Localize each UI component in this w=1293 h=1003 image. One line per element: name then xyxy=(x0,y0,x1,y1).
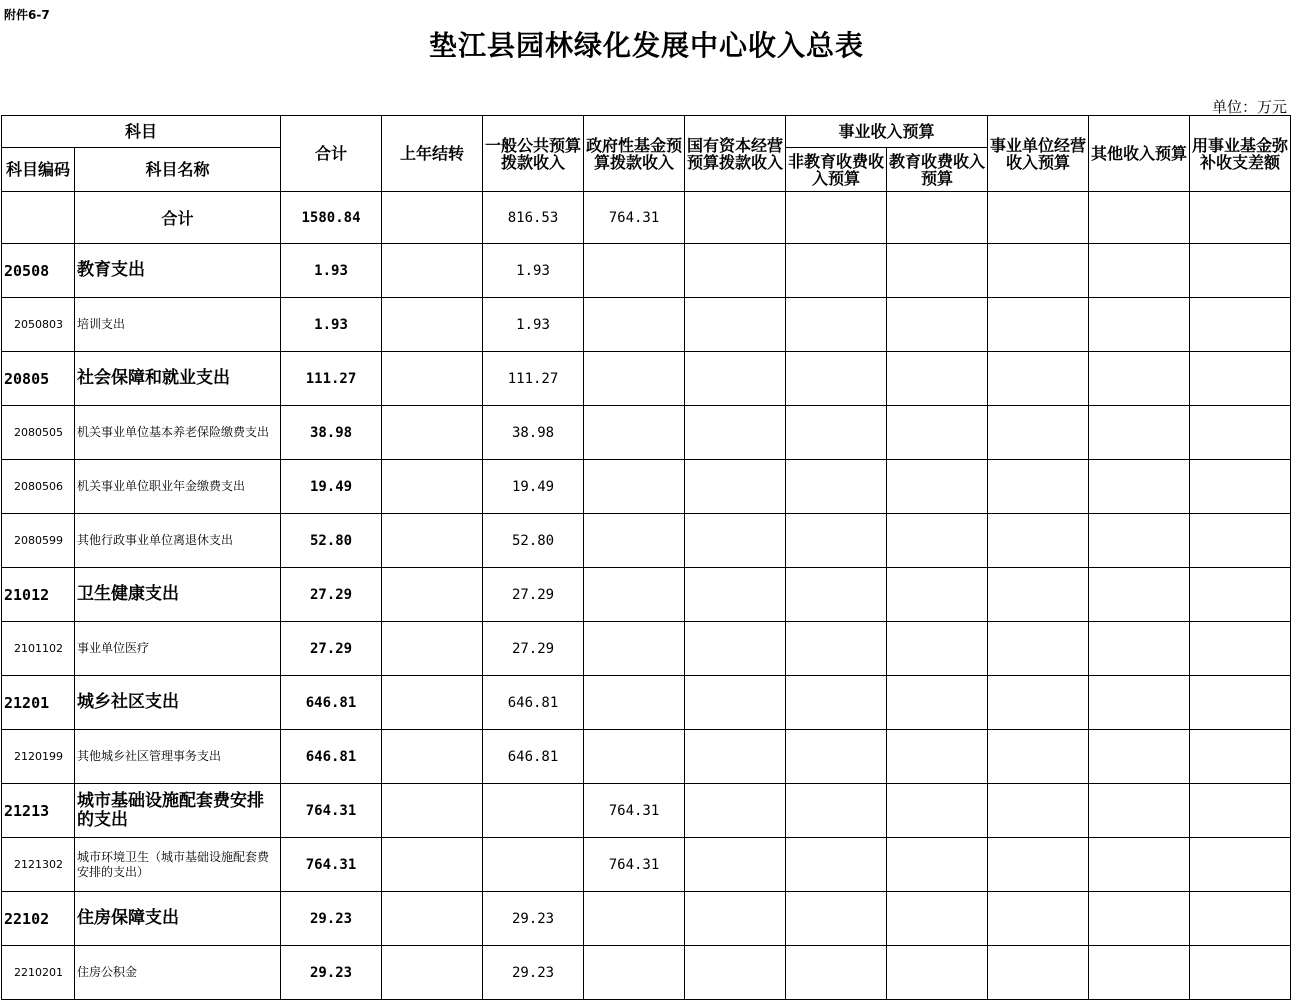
cell-carryover xyxy=(382,352,483,406)
cell-noneducation xyxy=(786,676,887,730)
cell-unitbiz xyxy=(988,730,1089,784)
cell-fundgap xyxy=(1190,298,1291,352)
header-subject: 科目 xyxy=(2,116,281,148)
cell-other xyxy=(1089,514,1190,568)
cell-unitbiz xyxy=(988,838,1089,892)
cell-govfund xyxy=(584,892,685,946)
cell-fundgap xyxy=(1190,514,1291,568)
cell-stateasset xyxy=(685,514,786,568)
subject-code: 2210201 xyxy=(2,946,75,1000)
cell-total: 1580.84 xyxy=(281,192,382,244)
page-title: 垫江县园林绿化发展中心收入总表 xyxy=(428,29,864,62)
cell-other xyxy=(1089,892,1190,946)
cell-govfund xyxy=(584,514,685,568)
table-row xyxy=(2,676,1291,730)
cell-other xyxy=(1089,406,1190,460)
cell-fundgap xyxy=(1190,622,1291,676)
cell-stateasset xyxy=(685,784,786,838)
table-row xyxy=(2,514,1291,568)
subject-name: 城市环境卫生（城市基础设施配套费安排的支出） xyxy=(75,838,281,892)
cell-other xyxy=(1089,838,1190,892)
cell-unitbiz xyxy=(988,352,1089,406)
subject-name: 城乡社区支出 xyxy=(75,676,281,730)
cell-education xyxy=(887,676,988,730)
cell-education xyxy=(887,946,988,1000)
cell-general: 111.27 xyxy=(483,352,584,406)
header-total: 合计 xyxy=(281,116,382,192)
cell-stateasset xyxy=(685,406,786,460)
cell-govfund: 764.31 xyxy=(584,192,685,244)
subject-code xyxy=(2,192,75,244)
cell-education xyxy=(887,514,988,568)
cell-noneducation xyxy=(786,946,887,1000)
cell-education xyxy=(887,352,988,406)
cell-govfund xyxy=(584,730,685,784)
cell-noneducation xyxy=(786,838,887,892)
cell-other xyxy=(1089,352,1190,406)
header-business-income: 事业收入预算 xyxy=(786,116,988,148)
cell-fundgap xyxy=(1190,192,1291,244)
cell-noneducation xyxy=(786,784,887,838)
table-row xyxy=(2,244,1291,298)
cell-noneducation xyxy=(786,730,887,784)
header-state-capital: 国有资本经营预算拨款收入 xyxy=(685,116,786,192)
cell-unitbiz xyxy=(988,406,1089,460)
subject-code: 2050803 xyxy=(2,298,75,352)
income-summary-table xyxy=(1,115,1291,1000)
cell-general: 646.81 xyxy=(483,676,584,730)
subject-code: 21201 xyxy=(2,676,75,730)
cell-fundgap xyxy=(1190,784,1291,838)
table-row xyxy=(2,946,1291,1000)
cell-total: 1.93 xyxy=(281,298,382,352)
cell-unitbiz xyxy=(988,568,1089,622)
cell-total: 27.29 xyxy=(281,568,382,622)
table-row xyxy=(2,838,1291,892)
cell-fundgap xyxy=(1190,676,1291,730)
subject-code: 2080599 xyxy=(2,514,75,568)
cell-fundgap xyxy=(1190,892,1291,946)
table-row xyxy=(2,298,1291,352)
cell-govfund: 764.31 xyxy=(584,838,685,892)
subject-name: 教育支出 xyxy=(75,244,281,298)
subject-name: 住房保障支出 xyxy=(75,892,281,946)
cell-carryover xyxy=(382,460,483,514)
subject-name: 其他城乡社区管理事务支出 xyxy=(75,730,281,784)
cell-carryover xyxy=(382,892,483,946)
cell-total: 764.31 xyxy=(281,784,382,838)
cell-total: 764.31 xyxy=(281,838,382,892)
cell-other xyxy=(1089,192,1190,244)
subject-code: 22102 xyxy=(2,892,75,946)
cell-general: 29.23 xyxy=(483,946,584,1000)
cell-total: 646.81 xyxy=(281,730,382,784)
cell-unitbiz xyxy=(988,892,1089,946)
cell-education xyxy=(887,784,988,838)
cell-general: 1.93 xyxy=(483,298,584,352)
subject-name: 城市基础设施配套费安排的支出 xyxy=(75,784,281,838)
cell-fundgap xyxy=(1190,838,1291,892)
cell-carryover xyxy=(382,838,483,892)
cell-govfund: 764.31 xyxy=(584,784,685,838)
attachment-label: 附件6-7 xyxy=(4,8,50,22)
cell-stateasset xyxy=(685,192,786,244)
header-other-income: 其他收入预算 xyxy=(1089,116,1190,192)
cell-education xyxy=(887,298,988,352)
subject-code: 2080506 xyxy=(2,460,75,514)
table-row xyxy=(2,352,1291,406)
cell-govfund xyxy=(584,676,685,730)
cell-noneducation xyxy=(786,514,887,568)
cell-noneducation xyxy=(786,406,887,460)
cell-unitbiz xyxy=(988,946,1089,1000)
cell-fundgap xyxy=(1190,568,1291,622)
cell-fundgap xyxy=(1190,352,1291,406)
cell-noneducation xyxy=(786,352,887,406)
cell-total: 1.93 xyxy=(281,244,382,298)
cell-stateasset xyxy=(685,892,786,946)
cell-noneducation xyxy=(786,460,887,514)
subject-name: 机关事业单位职业年金缴费支出 xyxy=(75,460,281,514)
cell-other xyxy=(1089,298,1190,352)
cell-other xyxy=(1089,784,1190,838)
cell-other xyxy=(1089,676,1190,730)
cell-govfund xyxy=(584,406,685,460)
cell-other xyxy=(1089,622,1190,676)
cell-general: 38.98 xyxy=(483,406,584,460)
subject-code: 21012 xyxy=(2,568,75,622)
subject-code: 21213 xyxy=(2,784,75,838)
cell-education xyxy=(887,460,988,514)
cell-stateasset xyxy=(685,244,786,298)
total-row xyxy=(2,192,1291,244)
header-education-fee: 教育收费收入预算 xyxy=(887,148,988,192)
cell-stateasset xyxy=(685,676,786,730)
cell-fundgap xyxy=(1190,406,1291,460)
cell-general: 29.23 xyxy=(483,892,584,946)
cell-total: 29.23 xyxy=(281,946,382,1000)
cell-carryover xyxy=(382,676,483,730)
cell-stateasset xyxy=(685,730,786,784)
cell-general: 1.93 xyxy=(483,244,584,298)
cell-general: 19.49 xyxy=(483,460,584,514)
header-non-education-fee: 非教育收费收入预算 xyxy=(786,148,887,192)
subject-code: 2080505 xyxy=(2,406,75,460)
cell-fundgap xyxy=(1190,730,1291,784)
cell-carryover xyxy=(382,622,483,676)
cell-fundgap xyxy=(1190,946,1291,1000)
cell-stateasset xyxy=(685,622,786,676)
cell-general xyxy=(483,838,584,892)
cell-stateasset xyxy=(685,946,786,1000)
cell-noneducation xyxy=(786,192,887,244)
cell-general: 27.29 xyxy=(483,622,584,676)
cell-education xyxy=(887,568,988,622)
cell-noneducation xyxy=(786,298,887,352)
subject-code: 2121302 xyxy=(2,838,75,892)
cell-general: 52.80 xyxy=(483,514,584,568)
subject-name: 合计 xyxy=(75,192,281,244)
cell-education xyxy=(887,838,988,892)
cell-general: 27.29 xyxy=(483,568,584,622)
cell-unitbiz xyxy=(988,192,1089,244)
cell-education xyxy=(887,244,988,298)
cell-govfund xyxy=(584,352,685,406)
cell-other xyxy=(1089,946,1190,1000)
table-row xyxy=(2,892,1291,946)
subject-name: 卫生健康支出 xyxy=(75,568,281,622)
cell-education xyxy=(887,892,988,946)
cell-noneducation xyxy=(786,244,887,298)
cell-govfund xyxy=(584,244,685,298)
cell-total: 38.98 xyxy=(281,406,382,460)
cell-stateasset xyxy=(685,838,786,892)
cell-unitbiz xyxy=(988,514,1089,568)
cell-carryover xyxy=(382,244,483,298)
cell-total: 646.81 xyxy=(281,676,382,730)
cell-total: 29.23 xyxy=(281,892,382,946)
cell-stateasset xyxy=(685,352,786,406)
cell-carryover xyxy=(382,730,483,784)
cell-unitbiz xyxy=(988,622,1089,676)
header-gov-fund: 政府性基金预算拨款收入 xyxy=(584,116,685,192)
header-fund-gap: 用事业基金弥补收支差额 xyxy=(1190,116,1291,192)
header-carryover: 上年结转 xyxy=(382,116,483,192)
cell-stateasset xyxy=(685,460,786,514)
subject-name: 住房公积金 xyxy=(75,946,281,1000)
cell-unitbiz xyxy=(988,298,1089,352)
cell-general xyxy=(483,784,584,838)
header-code: 科目编码 xyxy=(2,148,75,192)
cell-unitbiz xyxy=(988,676,1089,730)
table-row xyxy=(2,622,1291,676)
cell-general: 816.53 xyxy=(483,192,584,244)
cell-noneducation xyxy=(786,622,887,676)
subject-name: 事业单位医疗 xyxy=(75,622,281,676)
table-row xyxy=(2,784,1291,838)
table-row xyxy=(2,730,1291,784)
subject-name: 社会保障和就业支出 xyxy=(75,352,281,406)
cell-govfund xyxy=(584,946,685,1000)
header-name: 科目名称 xyxy=(75,148,281,192)
unit-label: 单位：万元 xyxy=(1211,98,1287,116)
cell-carryover xyxy=(382,406,483,460)
cell-education xyxy=(887,192,988,244)
cell-noneducation xyxy=(786,892,887,946)
cell-carryover xyxy=(382,298,483,352)
cell-total: 111.27 xyxy=(281,352,382,406)
header-general-budget: 一般公共预算拨款收入 xyxy=(483,116,584,192)
table-row xyxy=(2,568,1291,622)
subject-code: 20805 xyxy=(2,352,75,406)
cell-education xyxy=(887,622,988,676)
cell-other xyxy=(1089,568,1190,622)
subject-code: 20508 xyxy=(2,244,75,298)
table-row xyxy=(2,460,1291,514)
cell-other xyxy=(1089,460,1190,514)
header-unit-business: 事业单位经营收入预算 xyxy=(988,116,1089,192)
subject-code: 2101102 xyxy=(2,622,75,676)
cell-govfund xyxy=(584,298,685,352)
cell-govfund xyxy=(584,460,685,514)
cell-total: 52.80 xyxy=(281,514,382,568)
cell-govfund xyxy=(584,568,685,622)
cell-carryover xyxy=(382,192,483,244)
cell-carryover xyxy=(382,568,483,622)
cell-govfund xyxy=(584,622,685,676)
cell-stateasset xyxy=(685,568,786,622)
cell-unitbiz xyxy=(988,784,1089,838)
cell-fundgap xyxy=(1190,460,1291,514)
cell-general: 646.81 xyxy=(483,730,584,784)
cell-education xyxy=(887,730,988,784)
cell-other xyxy=(1089,730,1190,784)
cell-carryover xyxy=(382,946,483,1000)
cell-fundgap xyxy=(1190,244,1291,298)
cell-noneducation xyxy=(786,568,887,622)
cell-unitbiz xyxy=(988,244,1089,298)
cell-total: 27.29 xyxy=(281,622,382,676)
subject-name: 培训支出 xyxy=(75,298,281,352)
cell-other xyxy=(1089,244,1190,298)
cell-carryover xyxy=(382,514,483,568)
cell-total: 19.49 xyxy=(281,460,382,514)
cell-stateasset xyxy=(685,298,786,352)
cell-education xyxy=(887,406,988,460)
cell-carryover xyxy=(382,784,483,838)
subject-name: 其他行政事业单位离退休支出 xyxy=(75,514,281,568)
subject-code: 2120199 xyxy=(2,730,75,784)
cell-unitbiz xyxy=(988,460,1089,514)
subject-name: 机关事业单位基本养老保险缴费支出 xyxy=(75,406,281,460)
table-row xyxy=(2,406,1291,460)
